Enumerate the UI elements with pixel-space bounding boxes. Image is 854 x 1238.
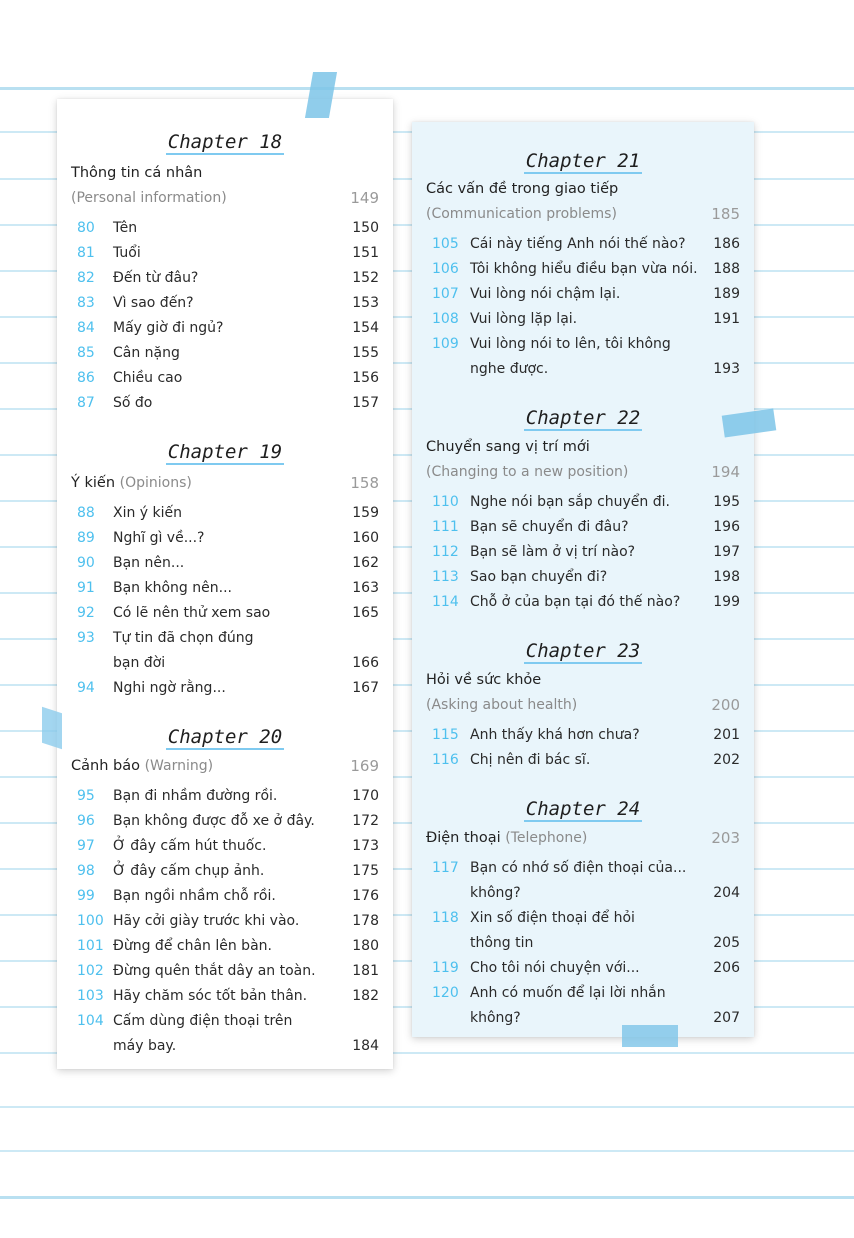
entry-page: 172 <box>352 813 379 829</box>
entry-text <box>470 856 704 906</box>
entry-page: 186 <box>713 236 740 252</box>
entry-text: Hãy cởi giày trước khi vào. <box>113 913 300 929</box>
chapter-22-section <box>426 382 740 615</box>
toc-entry[interactable] <box>71 909 379 934</box>
entry-number: 112 <box>432 544 459 560</box>
entry-text: Số đo <box>113 395 153 411</box>
toc-entry[interactable] <box>426 590 740 615</box>
entry-text-line2: máy bay. <box>113 1038 177 1054</box>
entry-text: Ở đây cấm hút thuốc. <box>113 838 267 854</box>
entry-number: 120 <box>432 985 459 1001</box>
entry-page: 176 <box>352 888 379 904</box>
toc-entry[interactable] <box>71 626 379 676</box>
entry-number: 102 <box>77 963 104 979</box>
entry-text-line1: Tự tin đã chọn đúng <box>113 630 254 646</box>
entry-text: Cho tôi nói chuyện với... <box>470 960 640 976</box>
toc-entry[interactable] <box>71 834 379 859</box>
entry-number: 108 <box>432 311 459 327</box>
entry-number: 104 <box>77 1013 104 1029</box>
entry-text <box>113 626 343 676</box>
entry-number: 97 <box>77 838 95 854</box>
entry-text: Anh thấy khá hơn chưa? <box>470 727 640 743</box>
entry-text-line1: Anh có muốn để lại lời nhắn <box>470 985 666 1001</box>
toc-entry[interactable] <box>71 366 379 391</box>
entry-text-line1: Vui lòng nói to lên, tôi không <box>470 336 671 352</box>
entry-number: 119 <box>432 960 459 976</box>
toc-entry[interactable] <box>71 1009 379 1059</box>
entry-text: Bạn không được đỗ xe ở đây. <box>113 813 315 829</box>
entry-number: 111 <box>432 519 459 535</box>
toc-entry[interactable] <box>426 748 740 773</box>
entry-text: Có lẽ nên thử xem sao <box>113 605 271 621</box>
toc-entry[interactable] <box>71 241 379 266</box>
entry-page: 189 <box>713 286 740 302</box>
entry-number: 91 <box>77 580 95 596</box>
entry-number: 107 <box>432 286 459 302</box>
entry-number: 95 <box>77 788 95 804</box>
entry-text: Cân nặng <box>113 345 180 361</box>
entry-number: 81 <box>77 245 95 261</box>
toc-entry[interactable] <box>426 515 740 540</box>
entry-text-line2: thông tin <box>470 935 534 951</box>
toc-entry[interactable] <box>71 341 379 366</box>
entry-text <box>470 332 704 382</box>
entry-page: 154 <box>352 320 379 336</box>
chapter-subtitle: (Changing to a new position) <box>426 464 629 480</box>
chapter-title: Ý kiến <box>71 475 116 491</box>
chapter-title[interactable]: Chuyển sang vị trí mới <box>426 439 590 455</box>
entry-text <box>113 1009 343 1059</box>
entry-number: 93 <box>77 630 95 646</box>
entry-number: 106 <box>432 261 459 277</box>
chapter-title: Điện thoại <box>426 830 501 846</box>
toc-entry[interactable] <box>426 332 740 382</box>
toc-entry[interactable] <box>71 291 379 316</box>
entry-page: 202 <box>713 752 740 768</box>
entry-page: 199 <box>713 594 740 610</box>
entry-number: 94 <box>77 680 95 696</box>
toc-entry[interactable] <box>426 490 740 515</box>
entry-text: Chiều cao <box>113 370 183 386</box>
entry-text: Chị nên đi bác sĩ. <box>470 752 591 768</box>
entry-text: Đừng quên thắt dây an toàn. <box>113 963 316 979</box>
entry-text: Ở đây cấm chụp ảnh. <box>113 863 265 879</box>
entry-page: 175 <box>352 863 379 879</box>
entry-text-line1: Cấm dùng điện thoại trên <box>113 1013 293 1029</box>
entry-text: Nghe nói bạn sắp chuyển đi. <box>470 494 670 510</box>
entry-page: 206 <box>713 960 740 976</box>
toc-entry[interactable] <box>426 856 740 906</box>
entry-page: 170 <box>352 788 379 804</box>
rule-line <box>0 1196 854 1199</box>
entry-number: 110 <box>432 494 459 510</box>
entry-number: 92 <box>77 605 95 621</box>
chapter-title: Cảnh báo <box>71 758 140 774</box>
entry-page: 150 <box>352 220 379 236</box>
tape-strip <box>42 707 62 749</box>
chapter-title-row[interactable] <box>71 471 379 496</box>
toc-entry[interactable] <box>71 884 379 909</box>
entry-page: 193 <box>713 361 740 377</box>
chapter-label: Chapter 19 <box>167 441 283 463</box>
toc-card-right <box>412 122 754 1037</box>
entry-page: 207 <box>713 1010 740 1026</box>
entry-number: 114 <box>432 594 459 610</box>
entry-number: 100 <box>77 913 104 929</box>
chapter-heading <box>71 439 379 465</box>
toc-entry[interactable] <box>426 981 740 1031</box>
toc-entry[interactable] <box>71 934 379 959</box>
toc-entry[interactable] <box>426 540 740 565</box>
chapter-18-section <box>71 99 379 416</box>
toc-entry[interactable] <box>71 601 379 626</box>
chapter-page: 194 <box>711 463 740 481</box>
entry-number: 103 <box>77 988 104 1004</box>
entry-page: 159 <box>352 505 379 521</box>
entry-page: 196 <box>713 519 740 535</box>
entry-number: 83 <box>77 295 95 311</box>
entry-page: 178 <box>352 913 379 929</box>
entry-text-line2: không? <box>470 885 521 901</box>
chapter-subtitle: (Warning) <box>144 758 214 774</box>
toc-entry[interactable] <box>426 307 740 332</box>
toc-entry[interactable] <box>71 676 379 701</box>
toc-entry[interactable] <box>426 232 740 257</box>
chapter-subtitle: (Communication problems) <box>426 206 617 222</box>
entry-page: 165 <box>352 605 379 621</box>
chapter-subtitle: (Asking about health) <box>426 697 578 713</box>
entry-page: 166 <box>352 655 379 671</box>
entry-number: 96 <box>77 813 95 829</box>
chapter-subtitle-row[interactable] <box>426 202 740 227</box>
entry-text: Vui lòng nói chậm lại. <box>470 286 621 302</box>
entry-text: Vì sao đến? <box>113 295 194 311</box>
entry-text: Chỗ ở của bạn tại đó thế nào? <box>470 594 681 610</box>
chapter-label: Chapter 20 <box>167 726 283 748</box>
entry-number: 115 <box>432 727 459 743</box>
entry-text <box>470 981 704 1031</box>
chapter-21-section <box>426 122 740 382</box>
entry-page: 163 <box>352 580 379 596</box>
entry-text: Cái này tiếng Anh nói thế nào? <box>470 236 686 252</box>
chapter-19-section <box>71 416 379 701</box>
chapter-title[interactable]: Các vấn đề trong giao tiếp <box>426 181 619 197</box>
entry-text: Bạn sẽ chuyển đi đâu? <box>470 519 629 535</box>
toc-entry[interactable] <box>426 257 740 282</box>
chapter-subtitle-row[interactable] <box>71 186 379 211</box>
entry-page: 152 <box>352 270 379 286</box>
entry-text: Xin ý kiến <box>113 505 183 521</box>
chapter-heading <box>426 148 740 174</box>
toc-entry[interactable] <box>71 316 379 341</box>
toc-entry[interactable] <box>71 551 379 576</box>
toc-entry[interactable] <box>426 956 740 981</box>
entry-text: Hãy chăm sóc tốt bản thân. <box>113 988 308 1004</box>
entry-page: 162 <box>352 555 379 571</box>
entry-number: 101 <box>77 938 104 954</box>
toc-entry[interactable] <box>71 984 379 1009</box>
chapter-subtitle: (Personal information) <box>71 190 227 206</box>
entry-text: Bạn đi nhầm đường rồi. <box>113 788 278 804</box>
tape-strip <box>622 1025 678 1047</box>
chapter-title-row[interactable] <box>71 754 379 779</box>
chapter-title-row[interactable] <box>426 826 740 851</box>
entry-text <box>470 906 704 956</box>
rule-line <box>0 87 854 90</box>
entry-page: 156 <box>352 370 379 386</box>
entry-page: 180 <box>352 938 379 954</box>
entry-text: Tên <box>113 220 138 236</box>
chapter-subtitle: (Opinions) <box>119 475 192 491</box>
chapter-title[interactable]: Hỏi về sức khỏe <box>426 672 542 688</box>
entry-number: 84 <box>77 320 95 336</box>
toc-entry[interactable] <box>71 216 379 241</box>
toc-entry[interactable] <box>71 859 379 884</box>
chapter-24-section <box>426 773 740 1031</box>
entry-page: 160 <box>352 530 379 546</box>
entry-text: Đến từ đâu? <box>113 270 199 286</box>
chapter-23-section <box>426 615 740 773</box>
toc-entry[interactable] <box>71 501 379 526</box>
chapter-label: Chapter 18 <box>167 131 283 153</box>
entry-text: Vui lòng lặp lại. <box>470 311 578 327</box>
chapter-page: 185 <box>711 205 740 223</box>
entry-number: 99 <box>77 888 95 904</box>
entry-number: 86 <box>77 370 95 386</box>
entry-page: 151 <box>352 245 379 261</box>
entry-number: 87 <box>77 395 95 411</box>
toc-entry[interactable] <box>71 809 379 834</box>
entry-text-line1: Xin số điện thoại để hỏi <box>470 910 635 926</box>
toc-entry[interactable] <box>71 391 379 416</box>
entry-text-line1: Bạn có nhớ số điện thoại của... <box>470 860 687 876</box>
toc-entry[interactable] <box>426 906 740 956</box>
chapter-heading <box>426 638 740 664</box>
entry-text: Sao bạn chuyển đi? <box>470 569 608 585</box>
chapter-label: Chapter 21 <box>525 150 641 172</box>
entry-page: 191 <box>713 311 740 327</box>
toc-entry[interactable] <box>71 266 379 291</box>
entry-page: 181 <box>352 963 379 979</box>
entry-page: 155 <box>352 345 379 361</box>
toc-entry[interactable] <box>71 784 379 809</box>
chapter-page: 149 <box>350 189 379 207</box>
entry-text: Nghi ngờ rằng... <box>113 680 226 696</box>
entry-text: Bạn không nên... <box>113 580 232 596</box>
entry-page: 184 <box>352 1038 379 1054</box>
entry-page: 201 <box>713 727 740 743</box>
entry-page: 173 <box>352 838 379 854</box>
entry-text: Đừng để chân lên bàn. <box>113 938 272 954</box>
chapter-heading <box>71 129 379 155</box>
toc-entry[interactable] <box>71 576 379 601</box>
chapter-label: Chapter 22 <box>525 407 641 429</box>
entry-text: Tuổi <box>113 245 141 261</box>
chapter-subtitle: (Telephone) <box>505 830 588 846</box>
entry-text: Tôi không hiểu điều bạn vừa nói. <box>470 261 698 277</box>
toc-entry[interactable] <box>71 959 379 984</box>
entry-number: 85 <box>77 345 95 361</box>
entry-number: 88 <box>77 505 95 521</box>
chapter-page: 200 <box>711 696 740 714</box>
entry-page: 198 <box>713 569 740 585</box>
entry-page: 195 <box>713 494 740 510</box>
entry-number: 118 <box>432 910 459 926</box>
entry-number: 117 <box>432 860 459 876</box>
chapter-page: 158 <box>350 474 379 492</box>
chapter-subtitle-row[interactable] <box>426 693 740 718</box>
entry-page: 204 <box>713 885 740 901</box>
chapter-heading <box>426 405 740 431</box>
entry-number: 90 <box>77 555 95 571</box>
toc-entry[interactable] <box>426 565 740 590</box>
entry-number: 98 <box>77 863 95 879</box>
chapter-label: Chapter 24 <box>525 798 641 820</box>
entry-text-line2: không? <box>470 1010 521 1026</box>
entry-page: 157 <box>352 395 379 411</box>
entry-number: 80 <box>77 220 95 236</box>
entry-page: 153 <box>352 295 379 311</box>
entry-page: 197 <box>713 544 740 560</box>
entry-text: Bạn ngồi nhầm chỗ rồi. <box>113 888 276 904</box>
entry-page: 167 <box>352 680 379 696</box>
chapter-title[interactable]: Thông tin cá nhân <box>71 165 203 181</box>
chapter-subtitle-row[interactable] <box>426 460 740 485</box>
toc-entry[interactable] <box>426 723 740 748</box>
entry-text: Bạn nên... <box>113 555 185 571</box>
chapter-heading <box>71 724 379 750</box>
entry-text-line2: bạn đời <box>113 655 166 671</box>
rule-line <box>0 1150 854 1152</box>
entry-text: Nghĩ gì về...? <box>113 530 205 546</box>
entry-text: Mấy giờ đi ngủ? <box>113 320 224 336</box>
entry-number: 113 <box>432 569 459 585</box>
chapter-20-section <box>71 701 379 1059</box>
toc-entry[interactable] <box>71 526 379 551</box>
toc-card-left <box>57 99 393 1069</box>
entry-number: 89 <box>77 530 95 546</box>
entry-text-line2: nghe được. <box>470 361 549 377</box>
chapter-heading <box>426 796 740 822</box>
chapter-page: 169 <box>350 757 379 775</box>
entry-number: 109 <box>432 336 459 352</box>
rule-line <box>0 1106 854 1108</box>
chapter-page: 203 <box>711 829 740 847</box>
entry-number: 116 <box>432 752 459 768</box>
chapter-label: Chapter 23 <box>525 640 641 662</box>
entry-number: 105 <box>432 236 459 252</box>
toc-entry[interactable] <box>426 282 740 307</box>
entry-text: Bạn sẽ làm ở vị trí nào? <box>470 544 636 560</box>
entry-number: 82 <box>77 270 95 286</box>
entry-page: 182 <box>352 988 379 1004</box>
entry-page: 205 <box>713 935 740 951</box>
entry-page: 188 <box>713 261 740 277</box>
